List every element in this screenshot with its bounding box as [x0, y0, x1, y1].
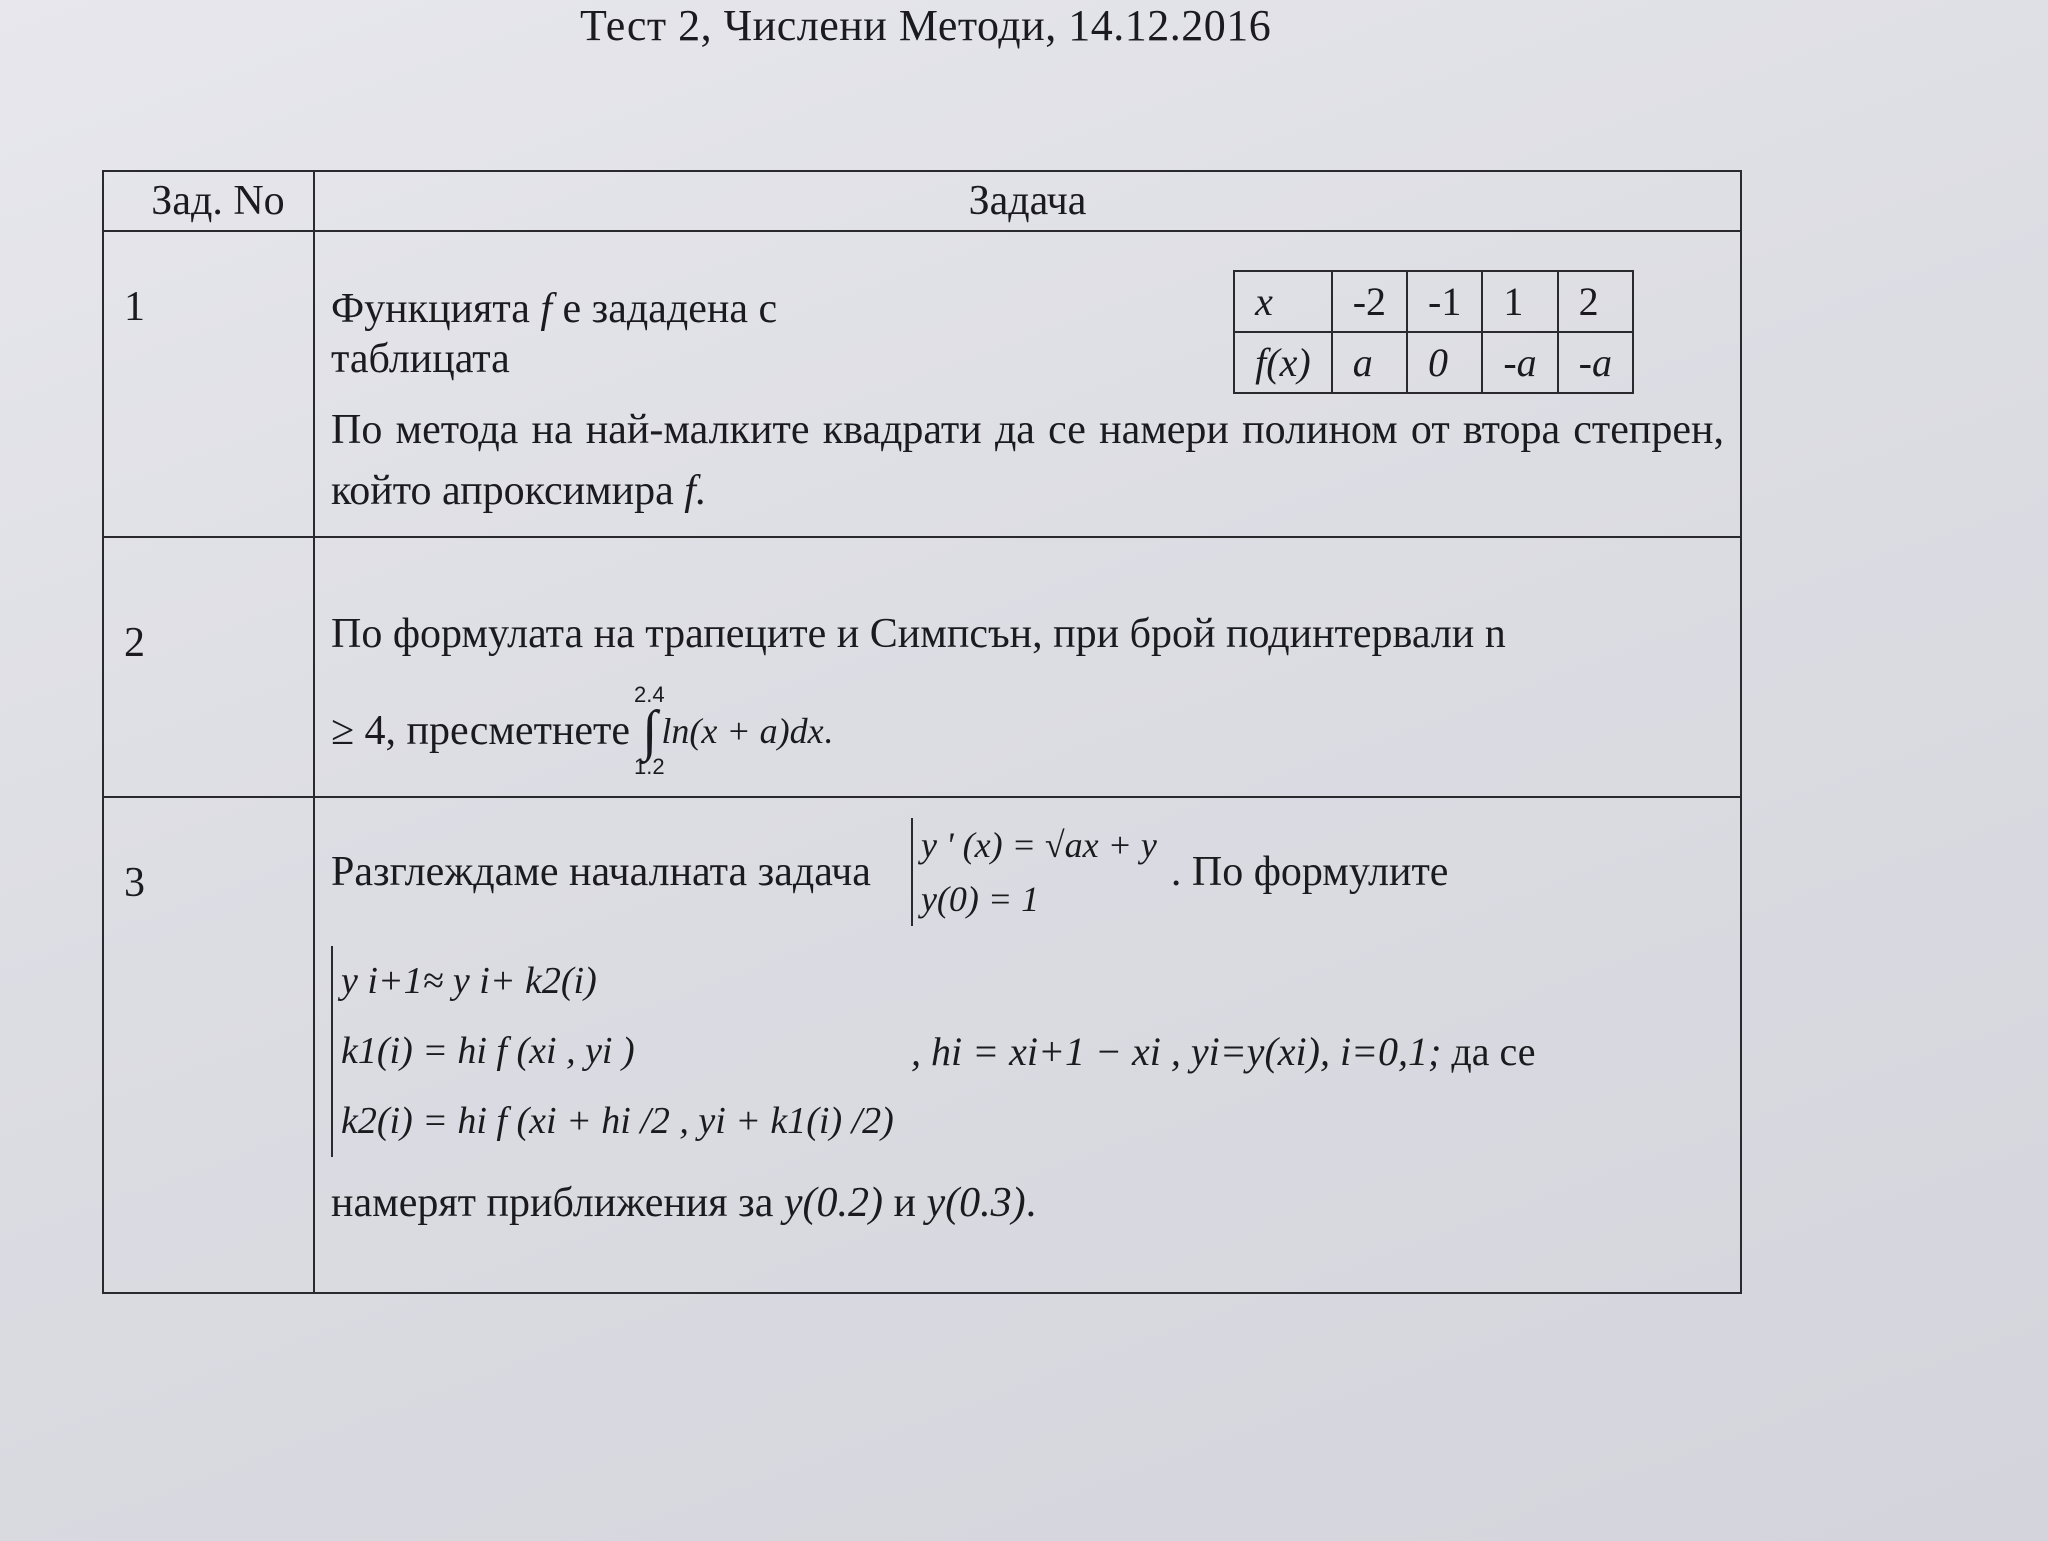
integral-sign-icon: ∫	[642, 699, 658, 762]
formula-system	[331, 946, 901, 1157]
task-3-ivp	[331, 818, 1724, 926]
formula-line: k1(i) = hi f (xi , yi )	[341, 1030, 635, 1073]
integral-period: .	[823, 710, 833, 751]
initial-condition: y(0) = 1	[920, 878, 1040, 919]
task-num-cell	[103, 537, 314, 797]
page-title: Тест 2, Числени Методи, 14.12.2016	[580, 1, 1272, 50]
fx-value: -a	[1558, 332, 1633, 393]
task-number: 3	[124, 859, 145, 906]
task-3-cell	[314, 797, 1741, 1293]
intro-text-a: Функцията	[331, 286, 541, 332]
tasks-table	[102, 170, 1742, 1294]
task-3-final	[331, 1179, 1724, 1227]
task-number: 1	[124, 284, 145, 330]
ode-equation: y ' (x) = √ax + y	[920, 824, 1157, 865]
task-2-cell	[314, 537, 1741, 797]
definition-tail: да се	[1441, 1028, 1536, 1074]
task-1-intro	[331, 284, 777, 385]
integral-upper-limit: 2.4	[634, 681, 665, 707]
task-num-cell	[103, 231, 314, 537]
x-value: 2	[1558, 271, 1633, 332]
task-2-line-1: По формулата на трапеците и Симпсън, при брой подинтервали n	[331, 610, 1506, 657]
task-3-intro: Разглеждаме началната задача	[331, 848, 871, 895]
x-value: -1	[1407, 271, 1482, 332]
task-number: 2	[124, 619, 145, 666]
fx-label: f(x)	[1234, 332, 1332, 393]
formula-line: k2(i) = hi f (xi + hi /2 , yi + k1(i) /2)	[341, 1100, 894, 1143]
fx-value: -a	[1482, 332, 1557, 393]
task-2-line-2	[331, 681, 1724, 780]
intro-text-b: е зададена с	[552, 286, 778, 332]
x-label: x	[1234, 271, 1332, 332]
header-num: Зад. No	[103, 171, 314, 231]
task-num-cell	[103, 797, 314, 1293]
task-2-line-2-text: ≥ 4, пресметнете	[331, 707, 631, 754]
task-1-body: По метода на най-малките квадрати да се намери полином от втора степрен, който апроксимира	[331, 407, 1724, 514]
header-row	[103, 171, 1741, 231]
task-1-text	[331, 400, 1724, 522]
final-text-a: намерят приближения за	[331, 1179, 784, 1226]
task-3-after: . По формулите	[1170, 848, 1449, 895]
intro-f: f	[540, 286, 553, 332]
task-1-f: f.	[684, 467, 707, 514]
task-row-2	[103, 537, 1741, 797]
integral-expression	[634, 681, 833, 780]
task-row-3	[103, 797, 1741, 1293]
fx-value: 0	[1407, 332, 1482, 393]
intro-text-c: таблицата	[331, 336, 510, 383]
task-row-1	[103, 231, 1741, 537]
ode-system	[911, 818, 1157, 926]
integral-lower-limit: 1.2	[634, 754, 665, 780]
final-text-c: и	[882, 1179, 927, 1226]
formula-line: y i+1≈ y i+ k2(i)	[341, 959, 597, 1002]
final-y02: y(0.2)	[783, 1179, 883, 1226]
final-period: .	[1025, 1179, 1037, 1226]
formula-definitions	[911, 1028, 1535, 1075]
integrand: ln(x + a)dx	[661, 710, 824, 751]
values-table	[1233, 270, 1634, 394]
x-value: 1	[1482, 271, 1557, 332]
header-task: Задача	[314, 171, 1741, 231]
method-formulas	[331, 946, 1724, 1157]
final-y03: y(0.3)	[926, 1179, 1026, 1226]
step-definition: , hi = xi+1 − xi , yi=y(xi), i=0,1;	[911, 1028, 1442, 1074]
fx-value: a	[1332, 332, 1407, 393]
x-value: -2	[1332, 271, 1407, 332]
task-1-cell	[314, 231, 1741, 537]
